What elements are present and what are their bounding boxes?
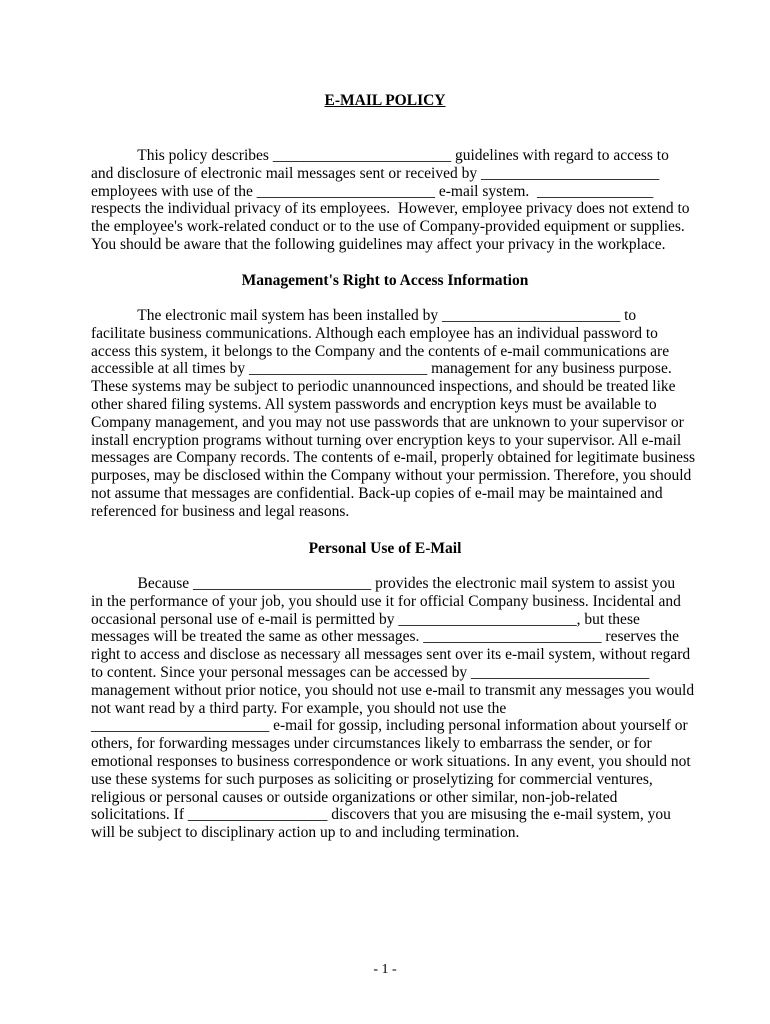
text-line: in the performance of your job, you should use it for official Company business. Incidental and bbox=[91, 592, 681, 610]
text-line: accessible at all times by _______________________ management for any business purpose. bbox=[91, 360, 672, 378]
text-line: others, for forwarding messages under circumstances likely to embarrass the sender, or for bbox=[91, 735, 652, 753]
text-line: not want read by a third party. For example, you should not use the bbox=[91, 699, 507, 717]
text-line: emotional responses to business correspondence or work situations. In any event, you should not bbox=[91, 752, 691, 770]
text-line: messages are Company records. The contents of e-mail, properly obtained for legitimate business bbox=[91, 449, 696, 467]
text-line: respects the individual privacy of its employees. However, employee privacy does not extend to bbox=[91, 200, 690, 218]
section-heading-management-access: Management's Right to Access Information bbox=[241, 272, 529, 289]
personal-use-paragraph bbox=[91, 575, 695, 842]
text-line: management without prior notice, you should not use e-mail to transmit any messages you would bbox=[91, 681, 695, 699]
text-line: occasional personal use of e-mail is permitted by _______________________, but these bbox=[91, 610, 640, 628]
section-heading-personal-use: Personal Use of E-Mail bbox=[308, 540, 462, 557]
text-line: will be subject to disciplinary action up to and including termination. bbox=[91, 824, 520, 842]
text-line: use these systems for such purposes as soliciting or proselytizing for commercial ventures, bbox=[91, 770, 653, 788]
text-line: install encryption programs without turning over encryption keys to your supervisor. All e-mail bbox=[91, 431, 682, 449]
text-line: solicitations. If __________________ discovers that you are misusing the e-mail system, you bbox=[91, 806, 671, 824]
text-line: The electronic mail system has been installed by _______________________ to bbox=[91, 307, 637, 324]
text-line: access this system, it belongs to the Company and the contents of e-mail communications are bbox=[91, 342, 670, 360]
intro-paragraph bbox=[91, 147, 691, 254]
text-line: the employee's work-related conduct or to the use of Company-provided equipment or supplies. bbox=[91, 218, 685, 236]
text-line: You should be aware that the following guidelines may affect your privacy in the workplace. bbox=[91, 235, 666, 253]
text-line: facilitate business communications. Although each employee has an individual password to bbox=[91, 324, 658, 342]
page-title: E-MAIL POLICY bbox=[324, 92, 446, 109]
text-line: Company management, and you may not use passwords that are unknown to your supervisor or bbox=[91, 413, 684, 431]
text-line: right to access and disclose as necessary all messages sent over its e-mail system, without regard bbox=[91, 646, 691, 664]
text-line: Because _______________________ provides the electronic mail system to assist you bbox=[91, 575, 676, 592]
text-line: purposes, may be disclosed within the Company without your permission. Therefore, you should bbox=[91, 467, 692, 485]
management-access-paragraph bbox=[91, 307, 696, 521]
text-line: and disclosure of electronic mail messages sent or received by _______________________ bbox=[91, 164, 660, 182]
text-line: religious or personal causes or outside organizations or other similar, non-job-related bbox=[91, 788, 618, 806]
text-line: to content. Since your personal messages can be accessed by _______________________ bbox=[91, 663, 650, 681]
text-line: This policy describes _______________________ guidelines with regard to access to bbox=[91, 147, 669, 164]
text-line: employees with use of the _______________________ e-mail system. _______________ bbox=[91, 182, 654, 200]
text-line: other shared filing systems. All system passwords and encryption keys must be available to bbox=[91, 395, 657, 413]
text-line: not assume that messages are confidential. Back-up copies of e-mail may be maintained and bbox=[91, 484, 663, 502]
text-line: referenced for business and legal reasons. bbox=[91, 502, 350, 520]
text-line: _______________________ e-mail for gossip, including personal information about yourself or bbox=[91, 717, 688, 735]
page-number: - 1 - bbox=[373, 962, 397, 977]
text-line: These systems may be subject to periodic unannounced inspections, and should be treated like bbox=[91, 378, 676, 396]
text-line: messages will be treated the same as other messages. _______________________ reserves the bbox=[91, 628, 679, 646]
